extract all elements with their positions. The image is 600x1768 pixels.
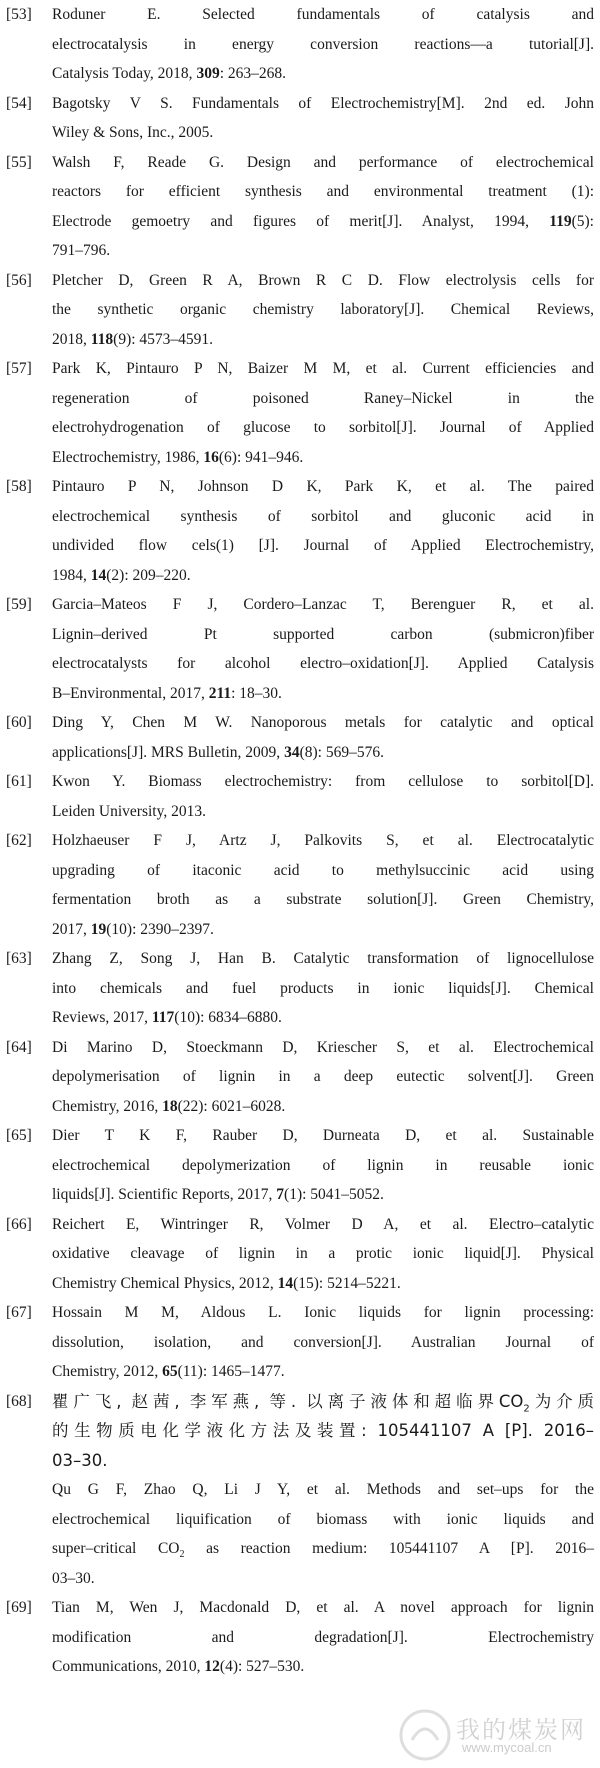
- reference-item: [0, 944, 600, 1033]
- reference-line: Dier T K F, Rauber D, Durneata D, et al. Sustainable: [52, 1127, 594, 1144]
- reference-line: Tian M, Wen J, Macdonald D, et al. A novel approach for lignin: [52, 1599, 594, 1616]
- watermark-text: 我的煤炭网: [456, 1716, 586, 1744]
- reference-line: Reichert E, Wintringer R, Volmer D A, et al. Electro–catalytic: [52, 1215, 594, 1233]
- reference-line: 的生物质电化学液化方法及装置: 105441107 A [P]. 2016–: [52, 1421, 594, 1440]
- reference-line: 瞿广飞, 赵茜, 李军燕, 等. 以离子液体和超临界$CO_2$为介质: [52, 1391, 594, 1414]
- reference-line: Electrochemistry, 1986, 16(6): 941–946.: [52, 448, 304, 466]
- reference-number: [53]: [6, 6, 32, 23]
- reference-line: applications[J]. MRS Bulletin, 2009, 34(8): 569–576.: [52, 743, 384, 761]
- reference-line: 03–30.: [52, 1569, 95, 1587]
- reference-line: electrochemical liquification of biomass with ionic liquids and: [52, 1510, 594, 1528]
- reference-line: into chemicals and fuel products in ionic liquids[J]. Chemical: [52, 979, 594, 997]
- reference-line: Zhang Z, Song J, Han B. Catalytic transformation of lignocellulose: [52, 950, 594, 967]
- reference-line: Garcia–Mateos F J, Cordero–Lanzac T, Berenguer R, et al.: [52, 596, 594, 613]
- reference-line: Reviews, 2017, 117(10): 6834–6880.: [52, 1009, 282, 1026]
- reference-line: electrohydrogenation of glucose to sorbitol[J]. Journal of Applied: [52, 419, 594, 436]
- reference-line: depolymerisation of lignin in a deep eutectic solvent[J]. Green: [52, 1068, 594, 1085]
- reference-line: Electrode gemoetry and figures of merit[J]. Analyst, 1994, 119(5):: [52, 212, 594, 230]
- reference-line: Catalysis Today, 2018, 309: 263–268.: [52, 65, 286, 82]
- reference-line: fermentation broth as a substrate solution[J]. Green Chemistry,: [52, 891, 594, 908]
- reference-line: undivided flow cels(1) [J]. Journal of Applied Electrochemistry,: [52, 537, 594, 554]
- reference-item: [0, 1593, 600, 1682]
- volume-number: 118: [90, 330, 114, 348]
- reference-line: the synthetic organic chemistry laboratory[J]. Chemical Reviews,: [52, 301, 594, 318]
- reference-number: [61]: [6, 773, 32, 790]
- volume-number: 14: [90, 566, 107, 584]
- reference-item: [0, 0, 600, 89]
- reference-line: 1984, 14(2): 209–220.: [52, 566, 191, 584]
- reference-number: [66]: [6, 1215, 32, 1233]
- reference-line: Chemistry, 2012, 65(11): 1465–1477.: [52, 1363, 285, 1380]
- reference-line: Wiley & Sons, Inc., 2005.: [52, 124, 214, 141]
- reference-number: [60]: [6, 714, 32, 731]
- reference-item: [0, 590, 600, 708]
- reference-line: Communications, 2010, 12(4): 527–530.: [52, 1658, 305, 1675]
- reference-item: [0, 826, 600, 944]
- reference-line: Hossain M M, Aldous L. Ionic liquids for lignin processing:: [52, 1304, 594, 1321]
- reference-line: Kwon Y. Biomass electrochemistry: from cellulose to sorbitol[D].: [52, 773, 594, 790]
- reference-number: [67]: [6, 1304, 32, 1321]
- watermark-logo-icon: [398, 1708, 452, 1762]
- reference-line: Pletcher D, Green R A, Brown R C D. Flow electrolysis cells for: [52, 271, 594, 289]
- volume-number: 117: [151, 1009, 175, 1026]
- volume-number: 119: [549, 212, 572, 230]
- reference-line: electrocatalysis in energy conversion reactions—a tutorial[J].: [52, 35, 594, 53]
- reference-line: liquids[J]. Scientific Reports, 2017, 7(1): 5041–5052.: [52, 1186, 384, 1203]
- reference-number: [63]: [6, 950, 32, 967]
- watermark: [398, 1706, 588, 1764]
- volume-number: 16: [203, 448, 219, 466]
- reference-line: Roduner E. Selected fundamentals of catalysis and: [52, 6, 594, 23]
- reference-line: Chemistry Chemical Physics, 2012, 14(15): 5214–5221.: [52, 1274, 401, 1292]
- reference-line: Qu G F, Zhao Q, Li J Y, et al. Methods and set–ups for the: [52, 1481, 594, 1498]
- volume-number: 12: [204, 1658, 220, 1675]
- reference-number: [59]: [6, 596, 32, 613]
- reference-line: modification and degradation[J]. Electrochemistry: [52, 1628, 594, 1646]
- reference-line: Leiden University, 2013.: [52, 802, 206, 820]
- reference-number: [55]: [6, 153, 32, 171]
- reference-line: regeneration of poisoned Raney–Nickel in the: [52, 389, 594, 407]
- reference-line: 2017, 19(10): 2390–2397.: [52, 920, 214, 938]
- reference-number: [68]: [6, 1392, 32, 1410]
- reference-line: Ding Y, Chen M W. Nanoporous metals for catalytic and optical: [52, 714, 594, 731]
- reference-line: Holzhaeuser F J, Artz J, Palkovits S, et al. Electrocatalytic: [52, 832, 594, 849]
- reference-item: [0, 148, 600, 266]
- volume-number: 34: [284, 743, 300, 761]
- reference-line: super–critical $CO_2$ as reaction medium: 105441107 A [P]. 2016–: [52, 1540, 594, 1561]
- volume-number: 211: [208, 684, 232, 702]
- reference-item: [0, 1121, 600, 1210]
- volume-number: 7: [276, 1186, 285, 1203]
- reference-line: Park K, Pintauro P N, Baizer M M, et al. Current efficiencies and: [52, 360, 594, 377]
- reference-line: 03–30.: [52, 1450, 108, 1470]
- reference-item: [0, 1298, 600, 1387]
- reference-line: Bagotsky V S. Fundamentals of Electrochemistry[M]. 2nd ed. John: [52, 94, 594, 112]
- reference-line: B–Environmental, 2017, 211: 18–30.: [52, 684, 282, 702]
- volume-number: 14: [277, 1274, 294, 1292]
- watermark-url: www.mycoal.cn: [462, 1740, 552, 1755]
- reference-line: oxidative cleavage of lignin in a protic ionic liquid[J]. Physical: [52, 1245, 594, 1262]
- reference-line: Lignin–derived Pt supported carbon (submicron)fiber: [52, 625, 594, 643]
- subscript: 2: [179, 1549, 185, 1561]
- reference-line: reactors for efficient synthesis and environmental treatment (1):: [52, 183, 594, 200]
- reference-line: electrocatalysts for alcohol electro–oxidation[J]. Applied Catalysis: [52, 655, 594, 672]
- reference-number: [54]: [6, 94, 32, 112]
- reference-line: 791–796.: [52, 242, 111, 259]
- reference-line: electrochemical depolymerization of lignin in reusable ionic: [52, 1156, 594, 1174]
- reference-item: [0, 1210, 600, 1299]
- volume-number: 65: [162, 1363, 178, 1380]
- reference-number: [56]: [6, 271, 32, 289]
- reference-number: [58]: [6, 478, 32, 495]
- reference-line: Walsh F, Reade G. Design and performance of electrochemical: [52, 153, 594, 171]
- reference-line: Di Marino D, Stoeckmann D, Kriescher S, et al. Electrochemical: [52, 1038, 594, 1056]
- reference-item: [0, 1387, 600, 1594]
- reference-item: [0, 472, 600, 590]
- reference-line: Chemistry, 2016, 18(22): 6021–6028.: [52, 1097, 286, 1115]
- reference-line: electrochemical synthesis of sorbitol and gluconic acid in: [52, 507, 594, 525]
- reference-line: upgrading of itaconic acid to methylsuccinic acid using: [52, 861, 594, 879]
- volume-number: 309: [196, 65, 220, 82]
- reference-line: Pintauro P N, Johnson D K, Park K, et al. The paired: [52, 478, 594, 495]
- reference-item: [0, 708, 600, 767]
- reference-item: [0, 354, 600, 472]
- reference-item: [0, 1033, 600, 1122]
- subscript: 2: [523, 1402, 530, 1414]
- volume-number: 19: [90, 920, 107, 938]
- reference-number: [57]: [6, 360, 32, 377]
- reference-number: [64]: [6, 1038, 32, 1056]
- reference-item: [0, 89, 600, 148]
- reference-line: 2018, 118(9): 4573–4591.: [52, 330, 214, 348]
- reference-number: [65]: [6, 1127, 32, 1144]
- reference-item: [0, 266, 600, 355]
- volume-number: 18: [162, 1097, 178, 1115]
- reference-number: [69]: [6, 1599, 32, 1616]
- reference-item: [0, 767, 600, 826]
- reference-line: dissolution, isolation, and conversion[J]. Australian Journal of: [52, 1333, 594, 1351]
- reference-number: [62]: [6, 832, 32, 849]
